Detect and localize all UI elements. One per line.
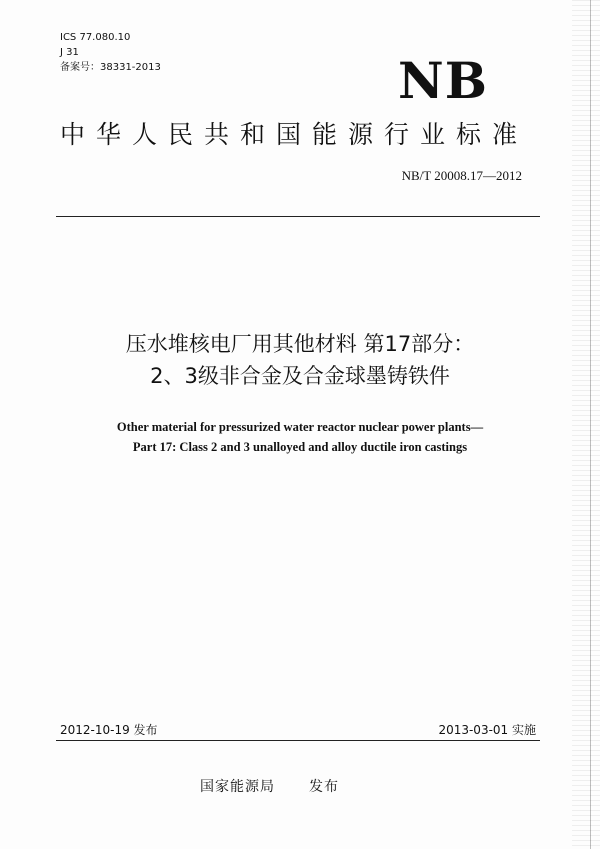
top-divider [56,216,540,217]
bottom-divider [56,740,540,741]
nb-logo: NB [398,51,488,110]
issuer-action: 发布 [309,779,339,795]
issue-date: 2012-10-19 发布 [60,723,158,737]
english-title-line-1: Other material for pressurized water reactor nuclear power plants— [116,420,484,434]
classification-block [60,30,161,75]
english-title [0,417,600,457]
chinese-title-line-1: 压水堆核电厂用其他材料 第17部分： [125,332,475,356]
issuer-name: 国家能源局 [200,779,275,795]
chinese-title [0,328,600,392]
standard-category: 中华人民共和国能源行业标准 [60,120,529,149]
standard-number: NB/T 20008.17—2012 [401,168,522,183]
issuer-line [200,776,339,796]
ccs-code: J 31 [60,47,79,58]
ics-code: ICS 77.080.10 [60,32,131,43]
filing-number: 备案号：38331-2013 [60,62,161,73]
effective-date: 2013-03-01 实施 [438,723,536,737]
chinese-title-line-2: 2、3级非合金及合金球墨铸铁件 [150,364,450,388]
english-title-line-2: Part 17: Class 2 and 3 unalloyed and alloy ductile iron castings [132,440,468,454]
